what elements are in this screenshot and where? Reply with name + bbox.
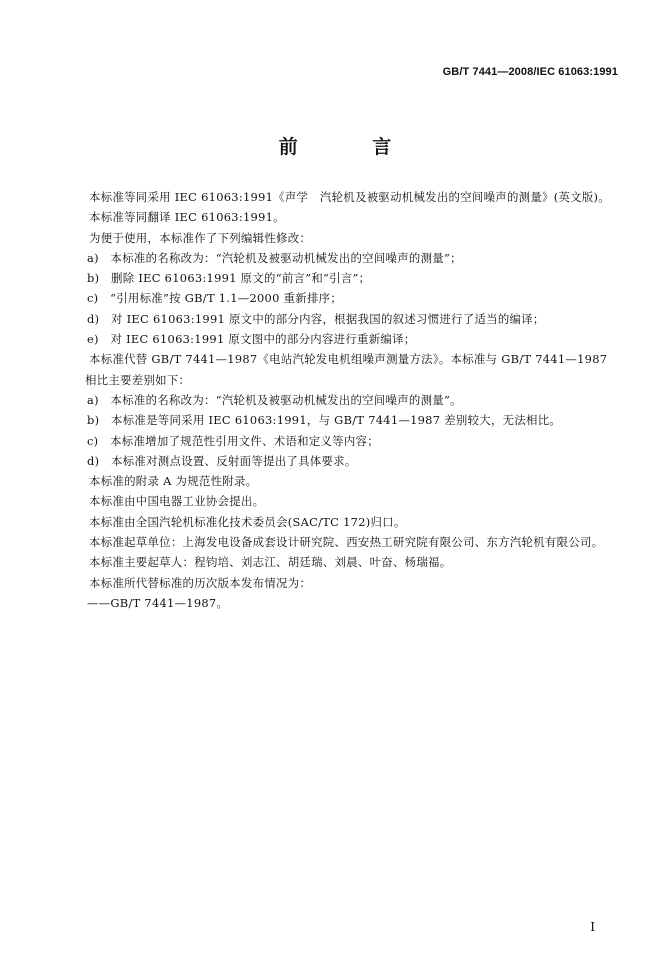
paragraph-line: 为便于使用，本标准作了下列编辑性修改： bbox=[89, 230, 312, 245]
list-item: e) 对 IEC 61063:1991 原文图中的部分内容进行重新编译； bbox=[87, 332, 416, 347]
paragraph-line: 本标准的附录 A 为规范性附录。 bbox=[89, 474, 258, 489]
paragraph-line: 本标准主要起草人：程钧培、刘志江、胡廷瑞、刘晨、叶奋、杨瑞福。 bbox=[89, 555, 452, 570]
list-item: d) 对 IEC 61063:1991 原文中的部分内容，根据我国的叙述习惯进行了适当的编译； bbox=[87, 311, 545, 326]
list-item: ——GB/T 7441—1987。 bbox=[87, 595, 229, 610]
paragraph-line: 本标准等同翻译 IEC 61063:1991。 bbox=[89, 210, 285, 225]
list-item: b) 本标准是等同采用 IEC 61063:1991，与 GB/T 7441—1987 差别较大，无法相比。 bbox=[87, 413, 562, 428]
paragraph-line: 本标准由全国汽轮机标准化技术委员会(SAC/TC 172)归口。 bbox=[89, 514, 406, 529]
paragraph-line: 本标准起草单位：上海发电设备成套设计研究院、西安热工研究院有限公司、东方汽轮机有限公司。 bbox=[89, 535, 604, 550]
list-item: b) 删除 IEC 61063:1991 原文的“前言”和“引言”； bbox=[87, 271, 371, 286]
paragraph-line: 本标准所代替标准的历次版本发布情况为： bbox=[89, 575, 312, 590]
paragraph-continuation: 相比主要差别如下： bbox=[85, 372, 191, 387]
list-item: d) 本标准对测点设置、反射面等提出了具体要求。 bbox=[87, 453, 357, 468]
page-title: 前 言 bbox=[278, 136, 426, 158]
foreword-body bbox=[87, 187, 611, 613]
paragraph-line: 本标准由中国电器工业协会提出。 bbox=[89, 494, 265, 509]
list-item: c) 本标准增加了规范性引用文件、术语和定义等内容； bbox=[87, 433, 379, 448]
list-item: a) 本标准的名称改为：“汽轮机及被驱动机械发出的空间噪声的测量”； bbox=[87, 250, 462, 265]
standard-code-header: GB/T 7441—2008/IEC 61063:1991 bbox=[442, 66, 618, 78]
page-number: I bbox=[590, 920, 595, 934]
list-item: c) “引用标准”按 GB/T 1.1—2000 重新排序； bbox=[87, 291, 343, 306]
list-item: a) 本标准的名称改为：“汽轮机及被驱动机械发出的空间噪声的测量”。 bbox=[87, 392, 462, 407]
paragraph-line: 本标准代替 GB/T 7441—1987《电站汽轮发电机组噪声测量方法》。本标准与 GB/T 7441—1987 bbox=[89, 352, 608, 367]
paragraph-line: 本标准等同采用 IEC 61063:1991《声学 汽轮机及被驱动机械发出的空间噪声的测量》(英文版)。 bbox=[89, 190, 610, 204]
